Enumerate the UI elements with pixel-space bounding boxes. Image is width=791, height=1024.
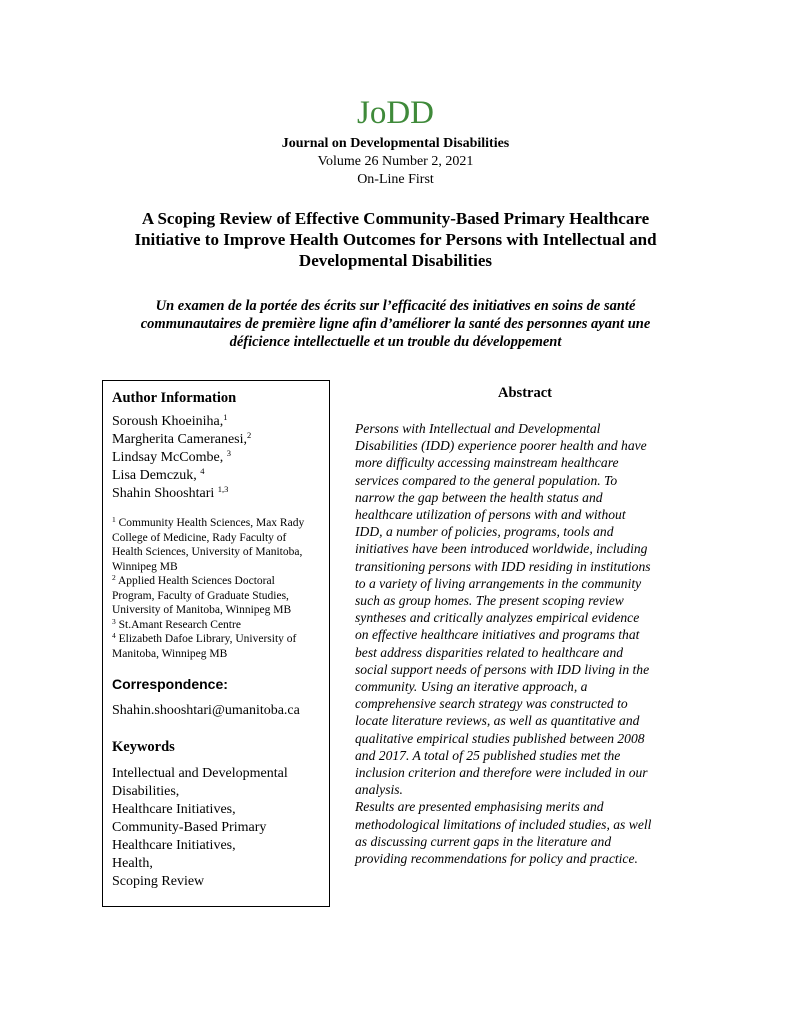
abstract-line: methodological limitations of included studies, as well (355, 816, 652, 832)
affiliation-line (112, 545, 321, 560)
author-name-text: Lindsay McCombe, (112, 450, 227, 465)
affiliation-text: Elizabeth Dafoe Library, University of (115, 633, 297, 645)
correspondence-heading: Correspondence: (112, 676, 228, 692)
affiliation-line (112, 516, 321, 531)
affiliation-list (112, 516, 321, 661)
affiliation-text: University of Manitoba, Winnipeg MB (112, 604, 292, 616)
author-name-text: Soroush Khoeiniha, (112, 414, 224, 429)
author-affiliation-marker: 1,3 (217, 484, 229, 494)
affiliation-text: Applied Health Sciences Doctoral (115, 575, 275, 587)
affiliation-text: College of Medicine, Rady Faculty of (112, 531, 287, 544)
author-info-heading: Author Information (112, 390, 237, 406)
french-title (60, 297, 731, 351)
french-title-line: Un examen de la portée des écrits sur l’efficacité des initiatives en soins de santé (155, 298, 636, 314)
keyword-line: Healthcare Initiatives, (112, 838, 236, 853)
affiliation-line (112, 531, 321, 546)
affiliation-line (112, 589, 321, 604)
author-name (112, 413, 321, 431)
author-info-box (102, 380, 330, 907)
author-name (112, 431, 321, 449)
keywords-heading: Keywords (112, 739, 175, 755)
affiliation-marker: 3 (112, 616, 116, 626)
author-list (112, 413, 321, 503)
journal-name: Journal on Developmental Disabilities (281, 136, 510, 151)
abstract-line: transitioning persons with IDD residing in institutions (355, 558, 651, 574)
keyword-line: Disabilities, (112, 784, 180, 799)
affiliation-line (112, 603, 321, 618)
author-name-text: Lisa Demczuk, (112, 468, 201, 483)
abstract-line: more difficulty accessing mainstream healthcare (355, 455, 619, 471)
keyword-line: Health, (112, 856, 153, 871)
abstract-line: qualitative empirical studies published between 2008 (355, 730, 645, 746)
abstract-body (355, 420, 700, 867)
french-title-line: déficience intellectuelle et un trouble du développement (229, 334, 562, 350)
author-affiliation-marker: 3 (226, 448, 231, 458)
abstract-line: and 2017. A total of 25 published studies met the (355, 747, 621, 763)
affiliation-text: Community Health Sciences, Max Rady (115, 517, 305, 529)
abstract-line: social support needs of persons with IDD living in the (355, 661, 650, 677)
paper-title-line: Developmental Disabilities (298, 251, 493, 270)
affiliation-line (112, 632, 321, 647)
affiliation-text: Health Sciences, University of Manitoba, (112, 546, 303, 558)
affiliation-text: St.Amant Research Centre (115, 618, 241, 631)
abstract-line: locate literature reviews, as well as quantitative and (355, 713, 640, 729)
journal-issue: Volume 26 Number 2, 2021 (317, 154, 474, 169)
author-name-text: Shahin Shooshtari (112, 486, 218, 501)
keyword-line: Community-Based Primary (112, 820, 267, 835)
abstract-line: Persons with Intellectual and Developmental (355, 421, 601, 436)
abstract-line: as discussing current gaps in the literature and (355, 833, 612, 849)
abstract-line: such as group homes. The present scoping review (355, 593, 624, 609)
correspondence-email: Shahin.shooshtari@umanitoba.ca (112, 703, 300, 718)
abstract-line: on effective healthcare initiatives and programs that (355, 627, 640, 643)
affiliation-marker: 2 (112, 573, 116, 582)
keyword-line: Scoping Review (112, 874, 205, 889)
abstract-line: community. Using an iterative approach, a (355, 679, 588, 695)
abstract-line: initiatives have been introduced worldwide, including (355, 541, 648, 557)
abstract-line: narrow the gap between the health status and (355, 489, 603, 505)
affiliation-marker: 1 (112, 515, 116, 524)
author-name (112, 485, 321, 503)
author-affiliation-marker: 4 (200, 466, 205, 476)
affiliation-line (112, 618, 321, 633)
affiliation-line (112, 647, 321, 662)
author-affiliation-marker: 2 (247, 430, 252, 440)
abstract-heading: Abstract (498, 385, 552, 401)
abstract-line: syntheses and critically analyzes empirical evidence (355, 610, 640, 626)
affiliation-text: Winnipeg MB (112, 560, 178, 573)
abstract-line: analysis. (355, 782, 403, 798)
abstract-line: Results are presented emphasising merits and (355, 799, 604, 815)
keyword-line: Healthcare Initiatives, (112, 802, 236, 817)
abstract-line: comprehensive search strategy was constructed to (355, 696, 628, 712)
author-name (112, 449, 321, 467)
affiliation-line (112, 560, 321, 575)
french-title-line: communautaires de première ligne afin d’améliorer la santé des personnes ayant une (140, 316, 651, 332)
abstract-line: providing recommendations for policy and practice. (355, 851, 638, 867)
abstract-line: services compared to the general population. To (355, 472, 618, 488)
abstract-line: healthcare utilization of persons with and without (355, 507, 626, 523)
author-name (112, 467, 321, 485)
keyword-line: Intellectual and Developmental (112, 766, 288, 781)
abstract-line: Disabilities (IDD) experience poorer health and have (355, 438, 647, 454)
paper-title-line: A Scoping Review of Effective Community-Based Primary Healthcare (141, 209, 650, 228)
affiliation-text: Manitoba, Winnipeg MB (112, 647, 228, 660)
keyword-list (112, 765, 321, 891)
abstract-line: IDD, a number of policies, programs, tools and (355, 524, 614, 540)
paper-title (60, 208, 731, 271)
abstract-line: inclusion criterion and therefore were included in our (355, 765, 648, 781)
affiliation-marker: 4 (112, 631, 116, 640)
abstract-line: best address disparities related to healthcare and (355, 644, 624, 660)
journal-status: On-Line First (357, 172, 434, 187)
author-affiliation-marker: 1 (223, 412, 228, 422)
abstract-line: to a variety of living arrangements in the community (355, 575, 642, 591)
affiliation-text: Program, Faculty of Graduate Studies, (112, 589, 289, 602)
affiliation-line (112, 574, 321, 589)
journal-logo: JoDD (356, 95, 434, 131)
paper-title-line: Initiative to Improve Health Outcomes for Persons with Intellectual and (134, 230, 657, 249)
author-name-text: Margherita Cameranesi, (112, 432, 248, 447)
